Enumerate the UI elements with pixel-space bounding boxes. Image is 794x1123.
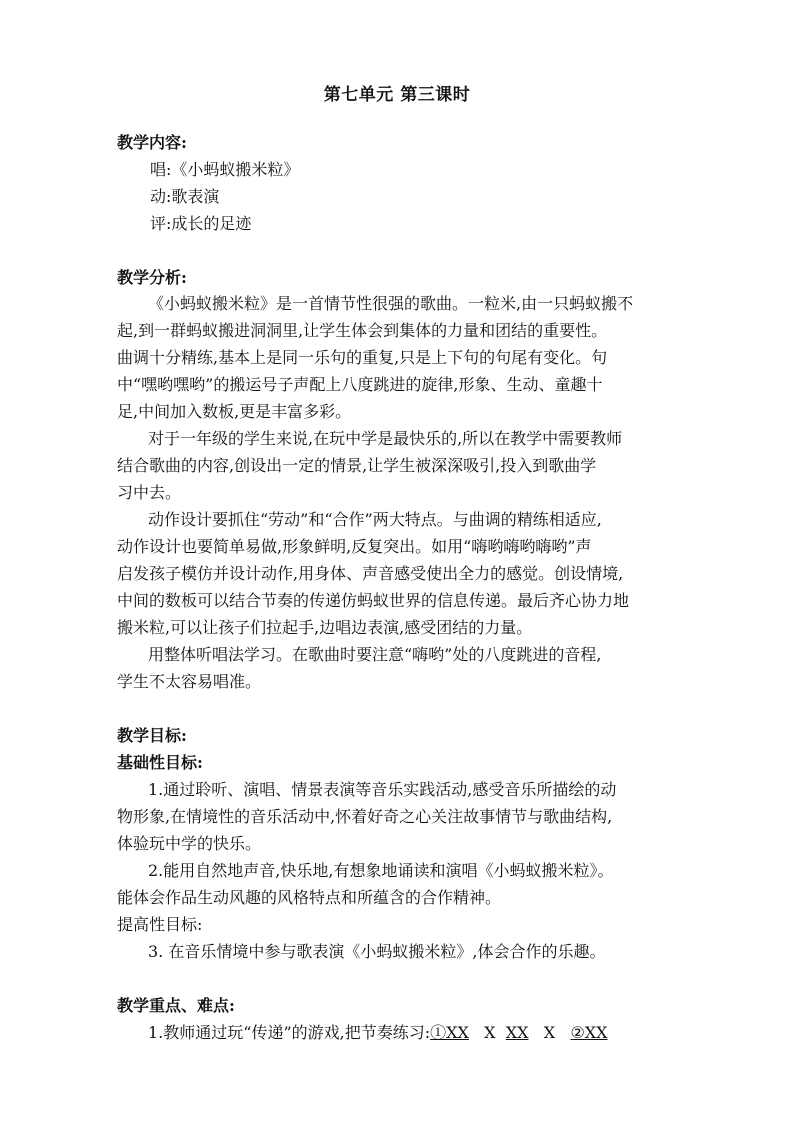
analysis-line: 搬米粒,可以让孩子们拉起手,边唱边表演,感受团结的力量。 bbox=[117, 618, 533, 637]
analysis-line: 曲调十分精练,基本上是同一乐句的重复,只是上下句的句尾有变化。句 bbox=[117, 348, 608, 367]
analysis-line: 《小蚂蚁搬米粒》是一首情节性很强的歌曲。一粒米,由一只蚂蚁搬不 bbox=[148, 294, 634, 313]
analysis-heading: 教学分析: bbox=[117, 268, 187, 287]
key-point-text: 1.教师通过玩“传递”的游戏,把节奏练习: bbox=[148, 1023, 431, 1042]
page-title: 第七单元 第三课时 bbox=[323, 85, 471, 105]
analysis-line: 动作设计也要简单易做,形象鲜明,反复突出。如用“嗨哟嗨哟嗨哟”声 bbox=[117, 537, 592, 556]
key-points-heading: 教学重点、难点: bbox=[117, 996, 235, 1015]
rhythm-item: ②XX bbox=[570, 1023, 608, 1042]
analysis-line: 中“嘿哟嘿哟”的搬运号子声配上八度跳进的旋律,形象、生动、童趣十 bbox=[117, 375, 603, 394]
content-heading: 教学内容: bbox=[117, 133, 187, 152]
rhythm-item: XX bbox=[505, 1023, 529, 1042]
analysis-line: 学生不太容易唱准。 bbox=[117, 672, 262, 691]
advanced-goals-heading: 提高性目标: bbox=[117, 915, 203, 934]
basic-goal-line: 物形象,在情境性的音乐活动中,怀着好奇之心关注故事情节与歌曲结构, bbox=[117, 807, 613, 826]
analysis-line: 足,中间加入数板,更是丰富多彩。 bbox=[117, 402, 352, 421]
advanced-goal-line: 3. 在音乐情境中参与歌表演《小蚂蚁搬米粒》,体会合作的乐趣。 bbox=[148, 942, 606, 961]
basic-goals-heading: 基础性目标: bbox=[117, 753, 203, 772]
content-item-move: 动:歌表演 bbox=[150, 187, 220, 206]
rhythm-item: X bbox=[543, 1023, 556, 1042]
goals-heading: 教学目标: bbox=[117, 726, 187, 745]
basic-goal-line: 2.能用自然地声音,快乐地,有想象地诵读和演唱《小蚂蚁搬米粒》。 bbox=[148, 861, 614, 880]
analysis-line: 动作设计要抓住“劳动”和“合作”两大特点。与曲调的精练相适应, bbox=[148, 510, 602, 529]
key-point-line bbox=[148, 1023, 748, 1043]
analysis-line: 启发孩子模仿并设计动作,用身体、声音感受使出全力的感觉。创设情境, bbox=[117, 564, 624, 583]
analysis-line: 用整体听唱法学习。在歌曲时要注意“嗨哟”处的八度跳进的音程, bbox=[148, 645, 602, 664]
content-item-evaluate: 评:成长的足迹 bbox=[150, 214, 252, 233]
analysis-line: 结合歌曲的内容,创设出一定的情景,让学生被深深吸引,投入到歌曲学 bbox=[117, 456, 597, 475]
analysis-line: 起,到一群蚂蚁搬进洞洞里,让学生体会到集体的力量和团结的重要性。 bbox=[117, 321, 608, 340]
analysis-line: 对于一年级的学生来说,在玩中学是最快乐的,所以在教学中需要教师 bbox=[148, 429, 623, 448]
basic-goal-line: 体验玩中学的快乐。 bbox=[117, 834, 262, 853]
rhythm-item: X bbox=[484, 1023, 496, 1042]
content-item-sing: 唱:《小蚂蚁搬米粒》 bbox=[150, 160, 300, 179]
basic-goal-line: 能体会作品生动风趣的风格特点和所蕴含的合作精神。 bbox=[117, 888, 502, 907]
rhythm-item: ①XX bbox=[430, 1023, 469, 1042]
basic-goal-line: 1.通过聆听、演唱、情景表演等音乐实践活动,感受音乐所描绘的动 bbox=[148, 780, 617, 799]
analysis-line: 中间的数板可以结合节奏的传递仿蚂蚁世界的信息传递。最后齐心协力地 bbox=[117, 591, 630, 610]
analysis-line: 习中去。 bbox=[117, 483, 182, 502]
